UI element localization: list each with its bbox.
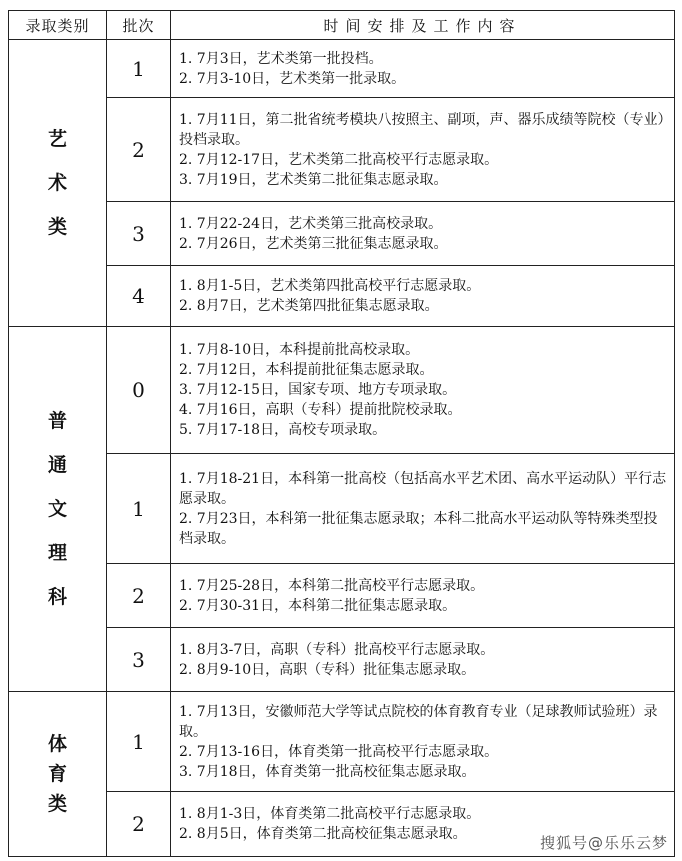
table-row <box>9 266 675 327</box>
watermark: 搜狐号@乐乐云梦 <box>539 834 668 852</box>
schedule-item: 1. 8月1-3日，体育类第二批高校平行志愿录取。 <box>179 806 481 822</box>
header-batch: 批次 <box>107 11 171 40</box>
batch-cell: 1 <box>107 692 171 792</box>
schedule-item: 2. 7月12日，本科提前批征集志愿录取。 <box>179 362 434 378</box>
content-cell <box>171 692 675 792</box>
category-char: 育 <box>47 763 67 785</box>
schedule-item: 2. 7月3-10日，艺术类第一批录取。 <box>179 70 406 87</box>
schedule-item: 2. 7月12-17日，艺术类第二批高校平行志愿录取。 <box>179 151 499 168</box>
schedule-item: 3. 7月19日，艺术类第二批征集志愿录取。 <box>179 171 448 188</box>
category-char: 类 <box>47 793 67 815</box>
batch-cell: 1 <box>107 40 171 98</box>
table-row <box>9 564 675 628</box>
batch-cell: 2 <box>107 792 171 857</box>
category-char: 体 <box>47 733 67 755</box>
schedule-item: 2. 7月23日，本科第一批征集志愿录取；本科二批高水平运动队等特殊类型投档录取。 <box>179 510 658 547</box>
schedule-item: 5. 7月17-18日，高校专项录取。 <box>179 422 387 438</box>
batch-cell: 2 <box>107 98 171 202</box>
schedule-item: 3. 7月18日，体育类第一批高校征集志愿录取。 <box>179 763 476 780</box>
category-char: 科 <box>47 586 67 608</box>
schedule-item: 1. 7月11日，第二批省统考模块八按照主、副项，声、器乐成绩等院校（专业）投档录取。 <box>179 111 665 148</box>
batch-cell: 2 <box>107 564 171 628</box>
schedule-item: 2. 8月5日，体育类第二批高校征集志愿录取。 <box>179 826 467 842</box>
category-cell <box>9 327 107 692</box>
schedule-item: 3. 7月12-15日，国家专项、地方专项录取。 <box>179 382 457 398</box>
header-content: 时间安排及工作内容 <box>171 11 675 40</box>
schedule-item: 1. 7月13日，安徽师范大学等试点院校的体育教育专业（足球教师试验班）录取。 <box>179 703 658 740</box>
schedule-item: 2. 8月9-10日，高职（专科）批征集志愿录取。 <box>179 661 476 678</box>
schedule-item: 1. 7月18-21日，本科第一批高校（包括高水平艺术团、高水平运动队）平行志愿录取。 <box>179 470 667 507</box>
table-header-row <box>9 11 675 40</box>
table-row <box>9 98 675 202</box>
batch-cell: 0 <box>107 327 171 454</box>
category-char: 艺 <box>47 128 67 150</box>
table-row <box>9 628 675 692</box>
schedule-item: 1. 7月8-10日，本科提前批高校录取。 <box>179 342 420 358</box>
category-char: 文 <box>47 498 67 520</box>
batch-cell: 3 <box>107 202 171 266</box>
content-cell <box>171 40 675 98</box>
schedule-item: 2. 7月26日，艺术类第三批征集志愿录取。 <box>179 235 448 252</box>
table-row <box>9 202 675 266</box>
schedule-item: 4. 7月16日，高职（专科）提前批院校录取。 <box>179 402 462 418</box>
schedule-item: 1. 8月1-5日，艺术类第四批高校平行志愿录取。 <box>179 278 481 294</box>
content-cell <box>171 454 675 564</box>
schedule-item: 1. 8月3-7日，高职（专科）批高校平行志愿录取。 <box>179 641 495 658</box>
table-body <box>9 40 675 857</box>
content-cell <box>171 628 675 692</box>
category-char: 通 <box>47 454 67 476</box>
table-row <box>9 454 675 564</box>
category-char: 类 <box>47 216 67 238</box>
batch-cell: 1 <box>107 454 171 564</box>
content-cell <box>171 98 675 202</box>
schedule-item: 1. 7月3日，艺术类第一批投档。 <box>179 50 383 67</box>
content-cell <box>171 266 675 327</box>
admission-schedule-table <box>8 10 675 857</box>
batch-cell: 4 <box>107 266 171 327</box>
content-cell <box>171 202 675 266</box>
schedule-item: 1. 7月25-28日，本科第二批高校平行志愿录取。 <box>179 577 485 594</box>
batch-cell: 3 <box>107 628 171 692</box>
category-char: 理 <box>47 542 67 564</box>
header-category: 录取类别 <box>9 11 107 40</box>
schedule-item: 1. 7月22-24日，艺术类第三批高校录取。 <box>179 215 443 232</box>
table-row <box>9 327 675 454</box>
category-cell <box>9 40 107 327</box>
table-row <box>9 40 675 98</box>
schedule-item: 2. 7月30-31日，本科第二批征集志愿录取。 <box>179 597 457 614</box>
content-cell <box>171 327 675 454</box>
category-cell <box>9 692 107 857</box>
category-char: 普 <box>47 410 67 432</box>
category-char: 术 <box>47 172 67 194</box>
schedule-item: 2. 7月13-16日，体育类第一批高校平行志愿录取。 <box>179 743 499 760</box>
schedule-item: 2. 8月7日，艺术类第四批征集志愿录取。 <box>179 298 439 314</box>
content-cell <box>171 564 675 628</box>
table-row <box>9 692 675 792</box>
